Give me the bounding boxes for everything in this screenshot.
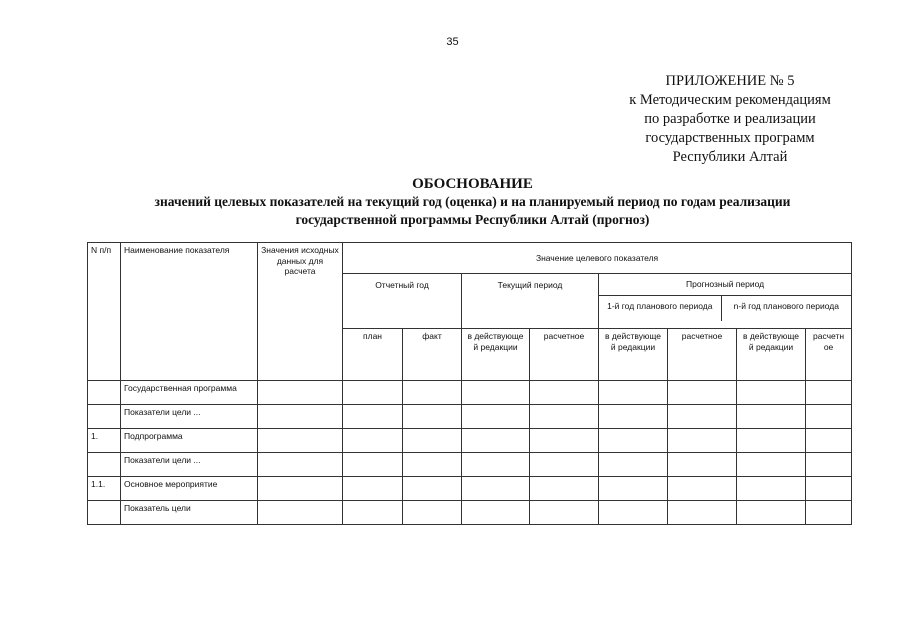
cell bbox=[530, 405, 599, 429]
header-num: N п/п bbox=[88, 243, 121, 381]
cell bbox=[668, 453, 737, 477]
header-forecast-group bbox=[599, 274, 852, 329]
cell bbox=[343, 381, 403, 405]
indicators-table bbox=[87, 242, 852, 525]
cell bbox=[343, 501, 403, 525]
cell bbox=[737, 429, 806, 453]
header-in-force: в действующе й редакции bbox=[462, 329, 530, 381]
cell bbox=[343, 429, 403, 453]
row-num: 1.1. bbox=[88, 477, 121, 501]
cell bbox=[599, 501, 668, 525]
row-name: Показатель цели bbox=[121, 501, 258, 525]
cell bbox=[462, 405, 530, 429]
cell bbox=[530, 501, 599, 525]
cell bbox=[530, 381, 599, 405]
header-plan: план bbox=[343, 329, 403, 381]
cell bbox=[462, 429, 530, 453]
cell bbox=[403, 429, 462, 453]
cell bbox=[668, 381, 737, 405]
cell bbox=[462, 381, 530, 405]
header-fact: факт bbox=[403, 329, 462, 381]
appendix-line: ПРИЛОЖЕНИЕ № 5 bbox=[665, 73, 795, 89]
row-name: Показатели цели ... bbox=[121, 405, 258, 429]
header-calculated: расчетн ое bbox=[806, 329, 852, 381]
cell bbox=[403, 477, 462, 501]
cell bbox=[668, 405, 737, 429]
appendix-header bbox=[560, 72, 900, 167]
cell bbox=[599, 429, 668, 453]
page-number: 35 bbox=[446, 36, 459, 48]
header-current-period: Текущий период bbox=[462, 274, 599, 329]
header-in-force: в действующе й редакции bbox=[599, 329, 668, 381]
cell bbox=[530, 477, 599, 501]
row-num bbox=[88, 501, 121, 525]
cell bbox=[806, 501, 852, 525]
appendix-line: государственных программ bbox=[645, 130, 815, 146]
cell bbox=[737, 477, 806, 501]
cell bbox=[668, 501, 737, 525]
cell bbox=[668, 429, 737, 453]
header-forecast-period: Прогнозный период bbox=[599, 274, 851, 296]
title-line: значений целевых показателей на текущий год (оценка) и на планируемый период по годам реализации bbox=[154, 194, 791, 209]
cell bbox=[462, 501, 530, 525]
cell bbox=[599, 405, 668, 429]
cell bbox=[462, 453, 530, 477]
appendix-line: Республики Алтай bbox=[672, 149, 788, 165]
row-name: Показатели цели ... bbox=[121, 453, 258, 477]
table-row bbox=[88, 381, 852, 405]
header-calculated: расчетное bbox=[668, 329, 737, 381]
cell bbox=[806, 381, 852, 405]
cell bbox=[403, 453, 462, 477]
cell bbox=[806, 477, 852, 501]
row-name: Государственная программа bbox=[121, 381, 258, 405]
header-source-data: Значения исходных данных для расчета bbox=[258, 243, 343, 381]
cell bbox=[258, 381, 343, 405]
row-name: Подпрограмма bbox=[121, 429, 258, 453]
title-line: государственной программы Республики Алтай (прогноз) bbox=[295, 212, 650, 227]
header-calculated: расчетное bbox=[530, 329, 599, 381]
table-row bbox=[88, 501, 852, 525]
cell bbox=[668, 477, 737, 501]
cell bbox=[599, 453, 668, 477]
header-in-force: в действующе й редакции bbox=[737, 329, 806, 381]
header-name: Наименование показателя bbox=[121, 243, 258, 381]
cell bbox=[806, 453, 852, 477]
cell bbox=[403, 381, 462, 405]
cell bbox=[343, 453, 403, 477]
document-title bbox=[60, 175, 885, 229]
cell bbox=[343, 477, 403, 501]
cell bbox=[806, 405, 852, 429]
cell bbox=[258, 501, 343, 525]
cell bbox=[258, 405, 343, 429]
cell bbox=[530, 429, 599, 453]
row-num bbox=[88, 453, 121, 477]
cell bbox=[258, 477, 343, 501]
title-main: ОБОСНОВАНИЕ bbox=[412, 176, 533, 192]
appendix-line: к Методическим рекомендациям bbox=[629, 92, 831, 108]
header-target-value: Значение целевого показателя bbox=[343, 243, 852, 274]
header-first-year: 1-й год планового периода bbox=[599, 296, 722, 321]
cell bbox=[403, 501, 462, 525]
cell bbox=[737, 381, 806, 405]
header-nth-year: n-й год планового периода bbox=[733, 301, 839, 311]
cell bbox=[530, 453, 599, 477]
cell bbox=[806, 429, 852, 453]
cell bbox=[258, 429, 343, 453]
cell bbox=[599, 381, 668, 405]
row-name: Основное мероприятие bbox=[121, 477, 258, 501]
cell bbox=[258, 453, 343, 477]
cell bbox=[737, 405, 806, 429]
appendix-line: по разработке и реализации bbox=[644, 111, 816, 127]
table-row bbox=[88, 453, 852, 477]
header-reporting-year: Отчетный год bbox=[343, 274, 462, 329]
row-num bbox=[88, 405, 121, 429]
table-row bbox=[88, 429, 852, 453]
cell bbox=[403, 405, 462, 429]
cell bbox=[343, 405, 403, 429]
cell bbox=[462, 477, 530, 501]
cell bbox=[737, 501, 806, 525]
cell bbox=[737, 453, 806, 477]
row-num bbox=[88, 381, 121, 405]
table-row bbox=[88, 477, 852, 501]
table-row bbox=[88, 405, 852, 429]
row-num: 1. bbox=[88, 429, 121, 453]
cell bbox=[599, 477, 668, 501]
